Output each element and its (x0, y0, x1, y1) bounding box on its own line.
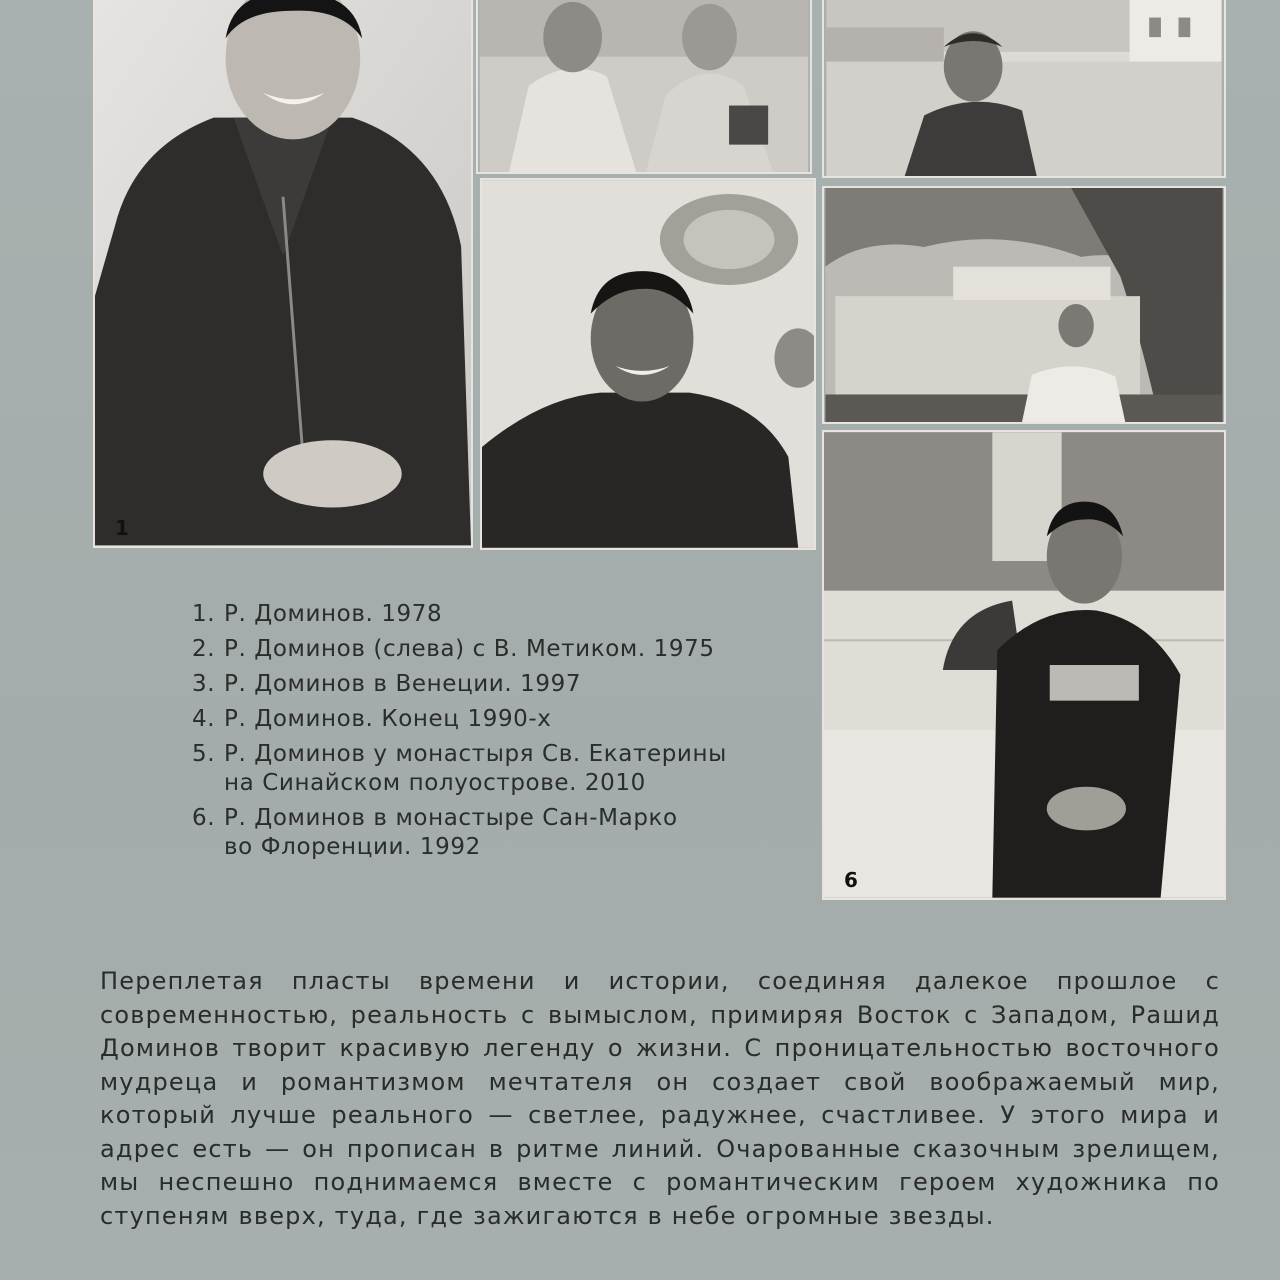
caption-number: 3. (192, 671, 216, 697)
caption-item (192, 600, 792, 629)
caption-text: Р. Доминов в Венеции. 1997 (224, 671, 582, 697)
venice-image (824, 0, 1224, 176)
photo-number: 1 (115, 516, 129, 540)
caption-item (192, 740, 752, 798)
caption-text: Р. Доминов у монастыря Св. Екатерины на Синайском полуострове. 2010 (224, 741, 727, 796)
caption-text: Р. Доминов в монастыре Сан-Марко во Флоренции. 1992 (224, 805, 678, 860)
smiling-man-image (482, 180, 814, 548)
monastery-image (824, 188, 1224, 422)
description-paragraph: Переплетая пласты времени и истории, соединяя далекое прошлое с современностью, реальность с вымыслом, примиряя Восток с Западом, Рашид Доминов творит красивую легенду о жизни. С проницательностью восточного мудреца и романтизмом мечтателя он создает свой воображаемый мир, который лучше реального — светлее, радужнее, счастливее. У этого мира и адрес есть — он прописан в ритме линий. Очарованные сказочным зрелищем, мы неспешно поднимаемся вместе с романтическим героем художника по ступеням вверх, туда, где зажигаются в небе огромные звезды. (100, 967, 1220, 1230)
caption-number: 2. (192, 636, 216, 662)
san-marco-image (824, 432, 1224, 898)
caption-item (192, 804, 712, 862)
caption-number: 6. (192, 805, 216, 831)
portrait-image (95, 0, 471, 546)
photo-captions-list (192, 600, 792, 868)
two-men-image (478, 0, 810, 172)
photo-portrait-1978 (93, 0, 473, 548)
caption-item (192, 705, 792, 734)
photo-san-marco-1992 (822, 430, 1226, 900)
photo-number: 6 (844, 868, 858, 892)
photo-sinai-monastery-2010 (822, 186, 1226, 424)
caption-text: Р. Доминов. Конец 1990-х (224, 706, 552, 732)
photo-late-1990s (480, 178, 816, 550)
photo-venice-1997 (822, 0, 1226, 178)
caption-item (192, 635, 792, 664)
caption-item (192, 670, 792, 699)
caption-number: 1. (192, 601, 216, 627)
caption-number: 4. (192, 706, 216, 732)
caption-text: Р. Доминов. 1978 (224, 601, 443, 627)
photo-with-metik-1975 (476, 0, 812, 174)
caption-number: 5. (192, 741, 216, 767)
caption-text: Р. Доминов (слева) с В. Метиком. 1975 (224, 636, 715, 662)
